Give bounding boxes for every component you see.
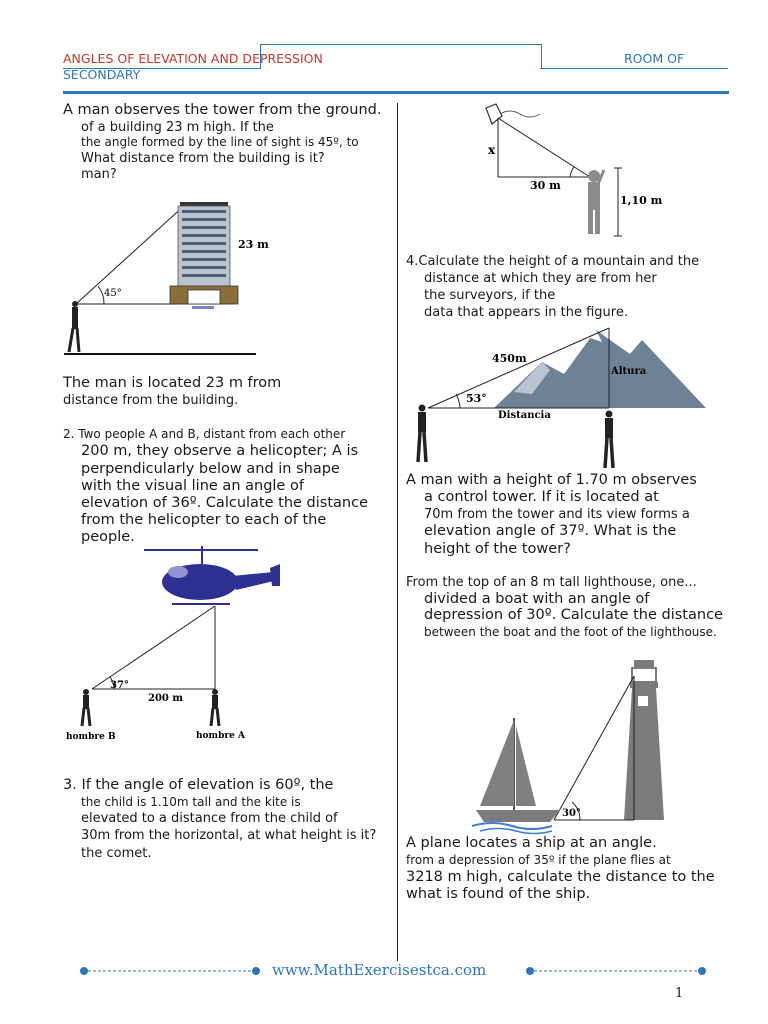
header-underline-right bbox=[540, 68, 728, 69]
problem1-line4: What distance from the building is it? bbox=[81, 151, 325, 166]
problem1-line1: A man observes the tower from the ground. bbox=[63, 102, 382, 118]
problem6-line3: depression of 30º. Calculate the distance bbox=[424, 607, 723, 623]
problem4-line2: distance at which they are from her bbox=[424, 271, 657, 286]
problem6-line4: between the boat and the foot of the lighthouse. bbox=[424, 625, 717, 639]
problem2-line7: people. bbox=[81, 529, 135, 545]
problem2-line4: with the visual line an angle of bbox=[81, 478, 304, 494]
problem3-line4: 30m from the horizontal, at what height is it? bbox=[81, 828, 377, 843]
figure-mountain bbox=[404, 322, 714, 472]
fig4-angle-label: 53° bbox=[466, 392, 487, 405]
problem5-line3: 70m from the tower and its view forms a bbox=[424, 507, 690, 522]
footer-line-right bbox=[524, 964, 710, 978]
problem6-line1: From the top of an 8 m tall lighthouse, one... bbox=[406, 575, 697, 590]
footer-line-left bbox=[78, 964, 264, 978]
page-number: 1 bbox=[675, 986, 684, 1001]
problem7-line3: 3218 m high, calculate the distance to the bbox=[406, 869, 715, 885]
fig3-distance-label: 30 m bbox=[530, 179, 561, 192]
problem7-line4: what is found of the ship. bbox=[406, 886, 591, 902]
problem4-line1: 4.Calculate the height of a mountain and the bbox=[406, 254, 700, 269]
problem2-line5: elevation of 36º. Calculate the distance bbox=[81, 495, 368, 511]
problem2-line6: from the helicopter to each of the bbox=[81, 512, 327, 528]
fig4-height-label: Altura bbox=[611, 366, 647, 377]
problem7-line1: A plane locates a ship at an angle. bbox=[406, 835, 657, 851]
child-silhouette bbox=[588, 170, 604, 234]
problem5-line2: a control tower. If it is located at bbox=[424, 489, 659, 505]
problem4-line3: the surveyors, if the bbox=[424, 288, 556, 303]
helicopter-icon bbox=[144, 546, 280, 604]
building-icon bbox=[170, 202, 238, 309]
problem6-line2: divided a boat with an angle of bbox=[424, 591, 650, 607]
fig2-label-a: hombre A bbox=[196, 731, 245, 741]
answer1-line2: distance from the building. bbox=[63, 393, 239, 408]
kite-icon bbox=[486, 104, 502, 124]
problem3-line2: the child is 1.10m tall and the kite is bbox=[81, 795, 301, 809]
problem1-line2: of a building 23 m high. If the bbox=[81, 120, 274, 135]
problem4-line4: data that appears in the figure. bbox=[424, 305, 628, 320]
footer-website[interactable]: www.MathExercisestca.com bbox=[272, 961, 487, 979]
problem3-line1: 3. If the angle of elevation is 60º, the bbox=[63, 777, 334, 793]
header-title: ANGLES OF ELEVATION AND DEPRESSION bbox=[63, 51, 323, 66]
fig3-x-label: x bbox=[488, 143, 496, 157]
problem2-line3: perpendicularly below and in shape bbox=[81, 461, 340, 477]
figure-helicopter bbox=[62, 546, 292, 746]
fig1-angle-label: 45° bbox=[104, 288, 122, 299]
fig1-height-label: 23 m bbox=[238, 238, 269, 251]
problem5-line1: A man with a height of 1.70 m observes bbox=[406, 472, 697, 488]
header-subtitle: SECONDARY bbox=[63, 67, 141, 82]
fig4-distance-label: Distancia bbox=[498, 410, 551, 421]
column-divider bbox=[397, 103, 398, 961]
fig4-hyp-label: 450m bbox=[492, 352, 527, 365]
problem7-line2: from a depression of 35º if the plane flies at bbox=[406, 853, 671, 867]
fig2-label-b: hombre B bbox=[66, 732, 116, 742]
fig2-distance-label: 200 m bbox=[148, 693, 183, 704]
figure-building bbox=[60, 198, 269, 358]
problem2-line1: 2. Two people A and B, distant from each other bbox=[63, 427, 346, 441]
man-b-silhouette bbox=[82, 689, 90, 726]
man-a-silhouette bbox=[211, 689, 219, 726]
mountain-icon bbox=[494, 330, 706, 408]
header-rule bbox=[63, 91, 729, 94]
problem1-line3: the angle formed by the line of sight is 45º, to bbox=[81, 135, 359, 149]
problem5-line4: elevation angle of 37º. What is the bbox=[424, 523, 677, 539]
problem5-line5: height of the tower? bbox=[424, 541, 571, 557]
sailboat-icon bbox=[472, 718, 560, 834]
surveyor-left-silhouette bbox=[418, 405, 426, 463]
problem3-line3: elevated to a distance from the child of bbox=[81, 811, 338, 826]
man-silhouette bbox=[69, 301, 79, 352]
surveyor-right-silhouette bbox=[605, 411, 613, 469]
figure-lighthouse bbox=[470, 656, 670, 834]
fig2-angle-label: 37° bbox=[110, 680, 129, 691]
figure-kite bbox=[470, 100, 670, 245]
header-right-label: ROOM OF bbox=[624, 51, 685, 66]
fig5-angle-label: 30° bbox=[562, 808, 581, 819]
problem2-line2: 200 m, they observe a helicopter; A is bbox=[81, 443, 359, 459]
problem1-line5: man? bbox=[81, 167, 117, 182]
problem3-line5: the comet. bbox=[81, 846, 152, 861]
fig3-height-label: 1,10 m bbox=[620, 194, 663, 207]
answer1-line1: The man is located 23 m from bbox=[63, 375, 282, 391]
